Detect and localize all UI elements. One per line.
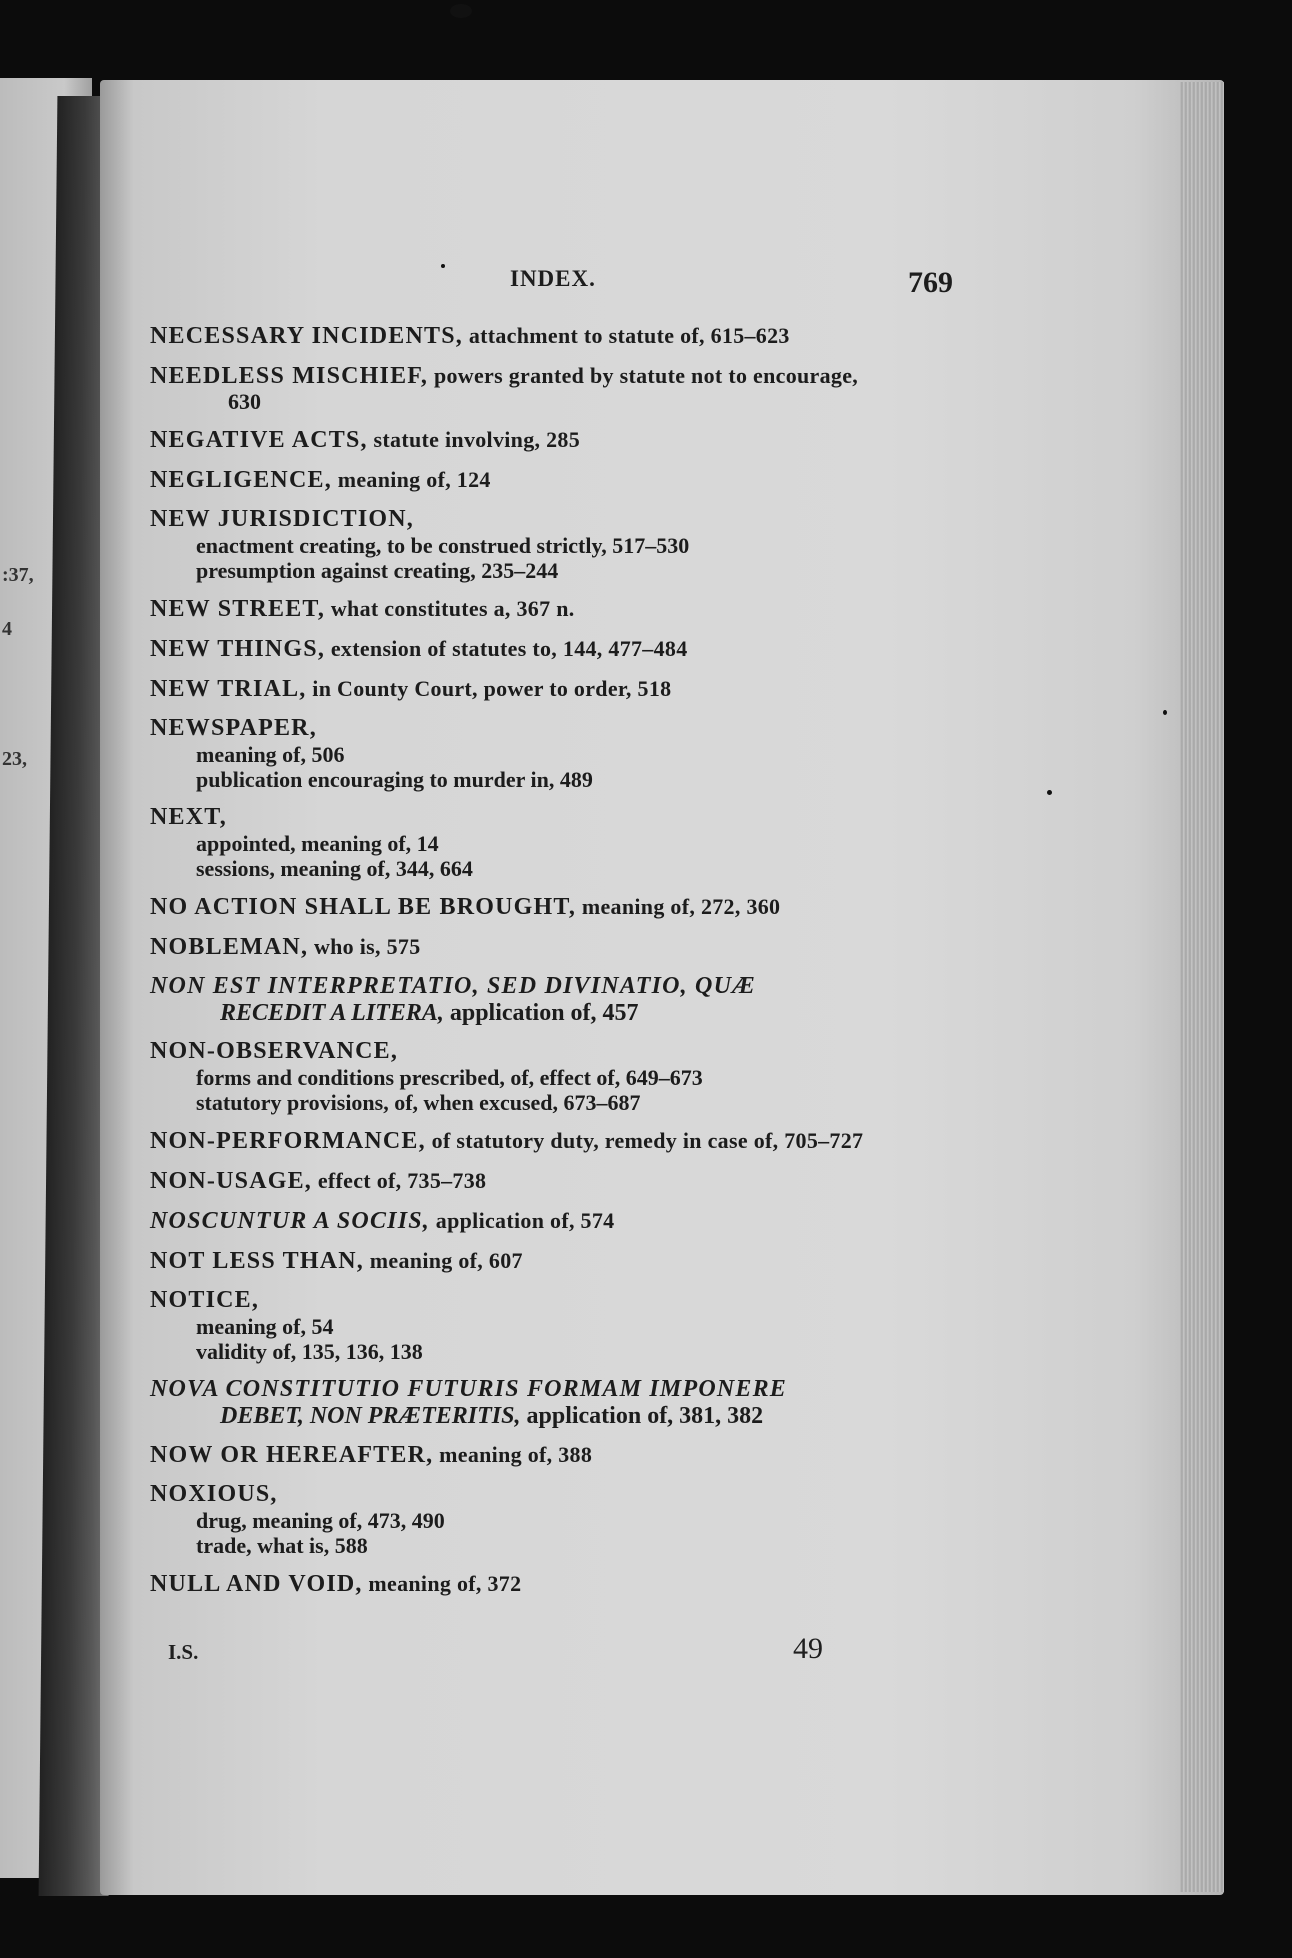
facing-page-fragment: :37,: [2, 564, 34, 586]
entry-headline: [150, 1441, 970, 1469]
entry-headword: NEWSPAPER,: [150, 715, 317, 741]
entry-headline: [150, 1287, 970, 1314]
page-footer: [0, 1632, 1292, 1680]
entry-headword: NON-OBSERVANCE,: [150, 1038, 399, 1064]
entry-headword: NEGATIVE ACTS,: [150, 427, 368, 453]
entry-headword: NON EST INTERPRETATIO, SED DIVINATIO, QUÆ: [150, 973, 756, 999]
entry-headline: [150, 933, 970, 961]
entry-headword: NOT LESS THAN,: [150, 1248, 364, 1274]
entry-subheading: trade, what is, 588: [196, 1533, 368, 1558]
index-entry: [150, 1207, 970, 1235]
entry-subheading: drug, meaning of, 473, 490: [196, 1508, 445, 1533]
index-entry: [150, 426, 970, 454]
entry-text: attachment to statute of, 615–623: [463, 323, 790, 348]
page-edge-stack: [1180, 82, 1224, 1892]
entry-headline: [150, 715, 970, 742]
index-entry: [150, 715, 970, 792]
entry-headword: NOSCUNTUR A SOCIIS,: [150, 1208, 430, 1234]
entry-headword: NEW STREET,: [150, 596, 326, 622]
entry-text: meaning of, 388: [433, 1442, 593, 1467]
index-entry: [150, 1167, 970, 1195]
entry-headline: [150, 1167, 970, 1195]
entry-headline: [150, 893, 970, 921]
index-entry: [150, 675, 970, 703]
entry-headword: NEGLIGENCE,: [150, 467, 332, 493]
index-entry: [150, 804, 970, 881]
entry-text: meaning of, 124: [331, 467, 491, 492]
index-entry: [150, 1038, 970, 1115]
entry-headword: NON-PERFORMANCE,: [150, 1128, 426, 1154]
index-entry: [150, 506, 970, 583]
entry-subheading: validity of, 135, 136, 138: [196, 1339, 423, 1364]
entry-headline: [150, 595, 970, 623]
entry-subheading: enactment creating, to be construed strictly, 517–530: [196, 533, 690, 558]
entry-headword: NON-USAGE,: [150, 1168, 313, 1194]
entry-subheading: forms and conditions prescribed, of, effect of, 649–673: [196, 1065, 703, 1090]
index-entry: [150, 1287, 970, 1364]
entry-headword: NECESSARY INCIDENTS,: [150, 323, 464, 349]
entry-text: meaning of, 607: [364, 1248, 523, 1273]
entry-continuation: 630: [228, 389, 261, 414]
entry-text: extension of statutes to, 144, 477–484: [325, 636, 688, 661]
entry-headline: [150, 466, 970, 494]
index-entry: [150, 362, 970, 414]
entry-headline: [150, 675, 970, 703]
dust-speck: [1047, 790, 1052, 795]
entry-headline: [150, 426, 970, 454]
entry-headword: NOW OR HEREAFTER,: [150, 1442, 434, 1468]
entry-headline: [150, 506, 970, 533]
entry-text: effect of, 735–738: [312, 1168, 487, 1193]
entry-subheading: sessions, meaning of, 344, 664: [196, 856, 473, 881]
entry-continuation: [150, 1403, 970, 1429]
signature-mark: I.S.: [168, 1640, 199, 1664]
entry-text: statute involving, 285: [367, 427, 580, 452]
entry-headword: NEW TRIAL,: [150, 676, 307, 702]
facing-page-fragment: 23,: [2, 748, 27, 770]
entry-text: who is, 575: [308, 934, 421, 959]
signature-number: 49: [793, 1632, 823, 1665]
entry-headword: NOTICE,: [150, 1287, 260, 1313]
entry-subheading: presumption against creating, 235–244: [196, 558, 559, 583]
entry-headline: [150, 1127, 970, 1155]
entry-text: what constitutes a, 367 n.: [325, 596, 575, 621]
entry-subheading: meaning of, 506: [196, 742, 345, 767]
facing-page-fragment: 4: [2, 618, 12, 640]
entry-text: meaning of, 272, 360: [576, 894, 781, 919]
entry-subheading: publication encouraging to murder in, 489: [196, 767, 593, 792]
entry-headword: NEW JURISDICTION,: [150, 506, 415, 532]
entry-headword: NOVA CONSTITUTIO FUTURIS FORMAM IMPONERE: [150, 1376, 788, 1402]
entry-headline: [150, 804, 970, 831]
entry-headline: [150, 362, 970, 390]
index-entry: [150, 322, 970, 350]
entry-text: of statutory duty, remedy in case of, 705–727: [425, 1128, 864, 1153]
entry-headline: [150, 1481, 970, 1508]
index-entry: [150, 1247, 970, 1275]
entry-text: application of, 574: [430, 1208, 615, 1233]
entry-headword: NOXIOUS,: [150, 1481, 278, 1507]
entry-headword: NULL AND VOID,: [150, 1571, 363, 1597]
entry-headline: [150, 1207, 970, 1235]
index-entry: [150, 635, 970, 663]
index-entries: [150, 322, 970, 1610]
entry-continuation: [150, 1000, 970, 1026]
entry-text: application of, 457: [443, 1000, 639, 1026]
entry-text: meaning of, 372: [362, 1571, 522, 1596]
entry-headword: NEEDLESS MISCHIEF,: [150, 363, 429, 389]
entry-subheading: meaning of, 54: [196, 1314, 334, 1339]
index-entry: [150, 1376, 970, 1429]
entry-headline: [150, 635, 970, 663]
entry-headline: [150, 1376, 970, 1403]
entry-headline: [150, 322, 970, 350]
entry-text: application of, 381, 382: [520, 1403, 764, 1429]
entry-headword: NEXT,: [150, 804, 227, 830]
entry-headword: NO ACTION SHALL BE BROUGHT,: [150, 894, 577, 920]
index-entry: [150, 933, 970, 961]
header-title: INDEX.: [510, 266, 596, 291]
index-entry: [150, 595, 970, 623]
index-entry: [150, 1570, 970, 1598]
dust-speck: [450, 4, 472, 18]
entry-text: in County Court, power to order, 518: [306, 676, 672, 701]
index-entry: [150, 1441, 970, 1469]
entry-headword-continued: RECEDIT A LITERA,: [220, 1000, 444, 1026]
entry-subheading: appointed, meaning of, 14: [196, 831, 439, 856]
entry-headword: NEW THINGS,: [150, 636, 326, 662]
entry-headline: [150, 1570, 970, 1598]
index-entry: [150, 893, 970, 921]
index-entry: [150, 1127, 970, 1155]
entry-subheading: statutory provisions, of, when excused, 673–687: [196, 1090, 641, 1115]
index-entry: [150, 466, 970, 494]
page-number: 769: [908, 266, 953, 299]
entry-headline: [150, 973, 970, 1000]
index-entry: [150, 973, 970, 1026]
index-entry: [150, 1481, 970, 1558]
entry-text: powers granted by statute not to encourage,: [428, 363, 859, 388]
entry-headline: [150, 1038, 970, 1065]
entry-headline: [150, 1247, 970, 1275]
running-header: [0, 266, 1292, 302]
dust-speck: [1163, 710, 1167, 715]
entry-headword: NOBLEMAN,: [150, 934, 309, 960]
entry-headword-continued: DEBET, NON PRÆTERITIS,: [220, 1403, 521, 1429]
